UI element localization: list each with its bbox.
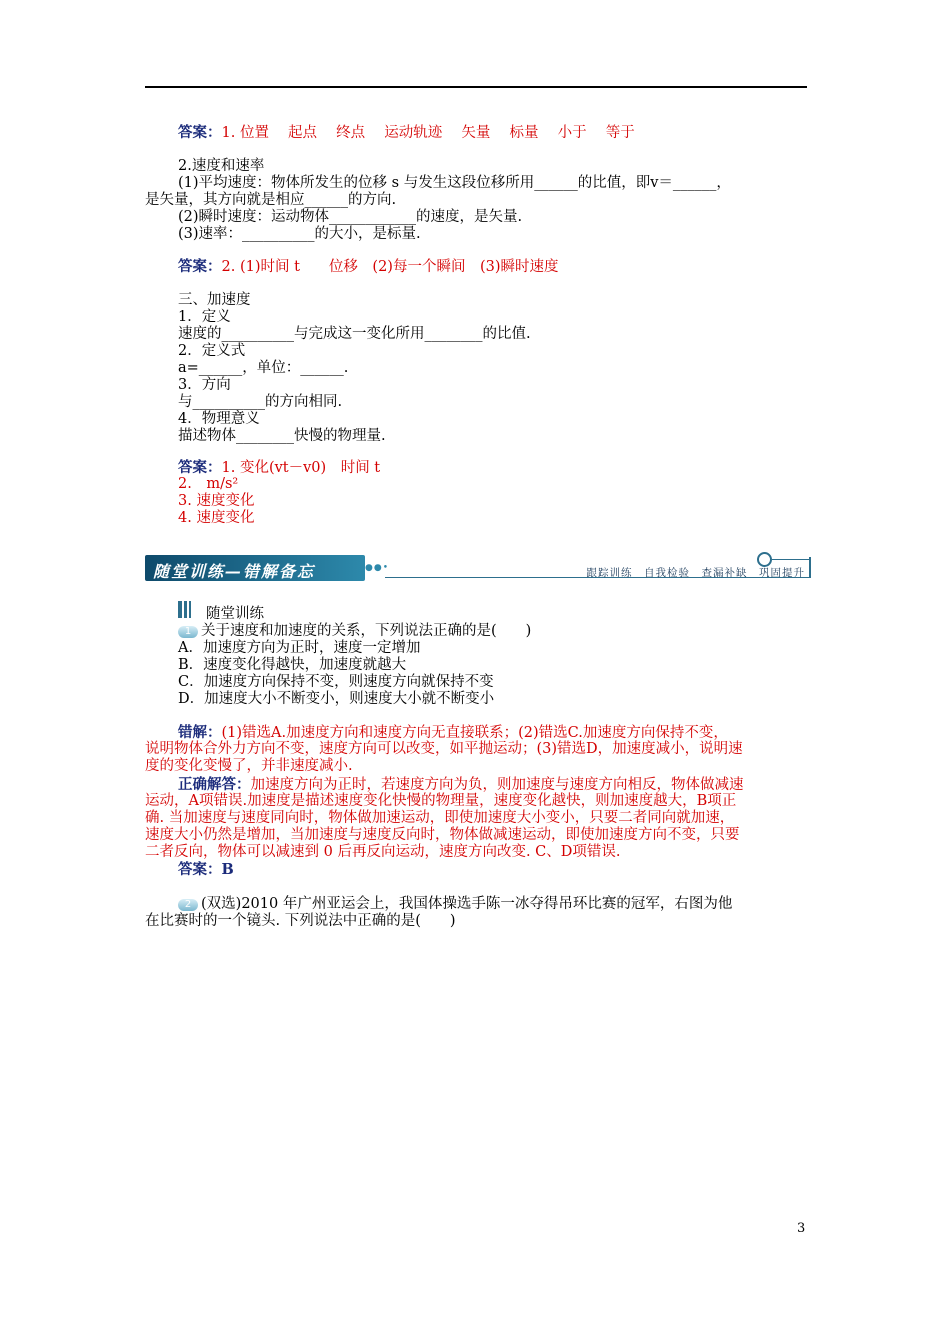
answer-3 xyxy=(178,459,818,527)
text-line: 是矢量，其方向就是相应______的方向. xyxy=(145,192,397,208)
answer-text: 1. 变化(vt－v0) 时间 t xyxy=(221,460,381,476)
option-a: A．加速度方向为正时，速度一定增加 xyxy=(178,640,421,656)
banner-rule-top xyxy=(772,559,810,560)
answer-text: 1. 位置 起点 终点 运动轨迹 矢量 标量 小于 等于 xyxy=(221,125,635,141)
answer-label: 答案： xyxy=(178,459,222,476)
question-number-badge: 2 xyxy=(178,899,198,911)
text-line: a=______，单位：______. xyxy=(178,360,349,376)
text-line: (3)速率：__________的大小，是标量. xyxy=(178,226,421,242)
text-line: 二者反向，物体可以减速到 0 后再反向运动，速度方向改变. C、D项错误. xyxy=(145,844,621,860)
section-velocity-speed xyxy=(145,158,818,243)
bars-icon xyxy=(178,601,190,618)
wrong-solution-label: 错解： xyxy=(178,724,222,741)
text-line: 加速度方向为正时，若速度方向为负，则加速度与速度方向相反，物体做减速 xyxy=(250,777,744,793)
question-stem: 在比赛时的一个镜头. 下列说法中正确的是( ) xyxy=(145,913,456,929)
banner-end-bar xyxy=(809,557,811,578)
text-line: 确. 当加速度与速度同向时，物体做加速运动，即使加速度大小变小，只要二者同向就加速， xyxy=(145,810,735,826)
answer-2 xyxy=(178,258,818,275)
text-line: 运动，A项错误.加速度是描述速度变化快慢的物理量，速度变化越快，则加速度越大，B项正 xyxy=(145,793,737,809)
answer-label: 答案： xyxy=(178,861,222,878)
answer-text: 3. 速度变化 xyxy=(178,493,255,509)
text-line: (1)错选A.加速度方向和速度方向无直接联系；(2)错选C.加速度方向保持不变， xyxy=(221,725,728,741)
answer-1 xyxy=(178,124,818,141)
text-line: 2.速度和速率 xyxy=(178,158,265,174)
text-line: 速度大小仍然是增加，当加速度与速度反向时，物体做减速运动，即使加速度方向不变，只要 xyxy=(145,827,740,843)
option-c: C．加速度方向保持不变，则速度方向就保持不变 xyxy=(178,674,494,690)
answer-q1 xyxy=(178,861,818,878)
correct-solution-label: 正确解答： xyxy=(178,776,251,793)
question-number-badge: 1 xyxy=(178,626,198,638)
correct-solution xyxy=(145,776,807,861)
option-b: B．速度变化得越快，加速度就越大 xyxy=(178,657,407,673)
text-line: 度的变化变慢了，并非速度减小. xyxy=(145,758,353,774)
banner-subtitle: 跟踪训练 自我检验 查漏补缺 巩固提升 xyxy=(586,567,805,579)
text-line: 三、加速度 xyxy=(178,292,251,308)
page-number: 3 xyxy=(797,1221,806,1236)
section-acceleration xyxy=(178,292,818,445)
answer-text: 2. m/s² xyxy=(178,476,239,492)
answer-text: 4. 速度变化 xyxy=(178,510,255,526)
option-d: D．加速度大小不断变小，则速度大小就不断变小 xyxy=(178,691,495,707)
text-line: 与__________的方向相同. xyxy=(178,394,343,410)
text-line: (2)瞬时速度：运动物体____________的速度，是矢量. xyxy=(178,209,523,225)
text-line: (1)平均速度：物体所发生的位移 s 与发生这段位移所用______的比值，即v＝______， xyxy=(178,175,731,191)
question-1 xyxy=(178,623,818,708)
question-2 xyxy=(145,896,807,930)
header-rule xyxy=(145,86,807,88)
wrong-solution xyxy=(145,724,807,775)
text-line: 2．定义式 xyxy=(178,343,246,359)
text-line: 4．物理意义 xyxy=(178,411,260,427)
answer-text: 2. (1)时间 t 位移 (2)每一个瞬间 (3)瞬时速度 xyxy=(221,259,559,275)
text-line: 3．方向 xyxy=(178,377,231,393)
answer-label: 答案： xyxy=(178,258,222,275)
section-banner xyxy=(145,553,811,583)
text-line: 1．定义 xyxy=(178,309,231,325)
question-stem: 关于速度和加速度的关系，下列说法正确的是( ) xyxy=(201,623,532,639)
text-line: 速度的__________与完成这一变化所用________的比值. xyxy=(178,326,531,342)
section-title: 随堂训练 xyxy=(206,606,264,622)
question-stem: (双选)2010 年广州亚运会上，我国体操选手陈一冰夺得吊环比赛的冠军，右图为他 xyxy=(201,896,733,912)
answer-text: B xyxy=(221,861,234,878)
answer-label: 答案： xyxy=(178,124,222,141)
text-line: 描述物体________快慢的物理量. xyxy=(178,428,386,444)
banner-title: 随堂训练—错解备忘 xyxy=(153,562,316,581)
text-line: 说明物体合外力方向不变，速度方向可以改变，如平抛运动；(3)错选D，加速度减小，说明速 xyxy=(145,741,743,757)
dots-icon: ●●• xyxy=(365,563,390,573)
